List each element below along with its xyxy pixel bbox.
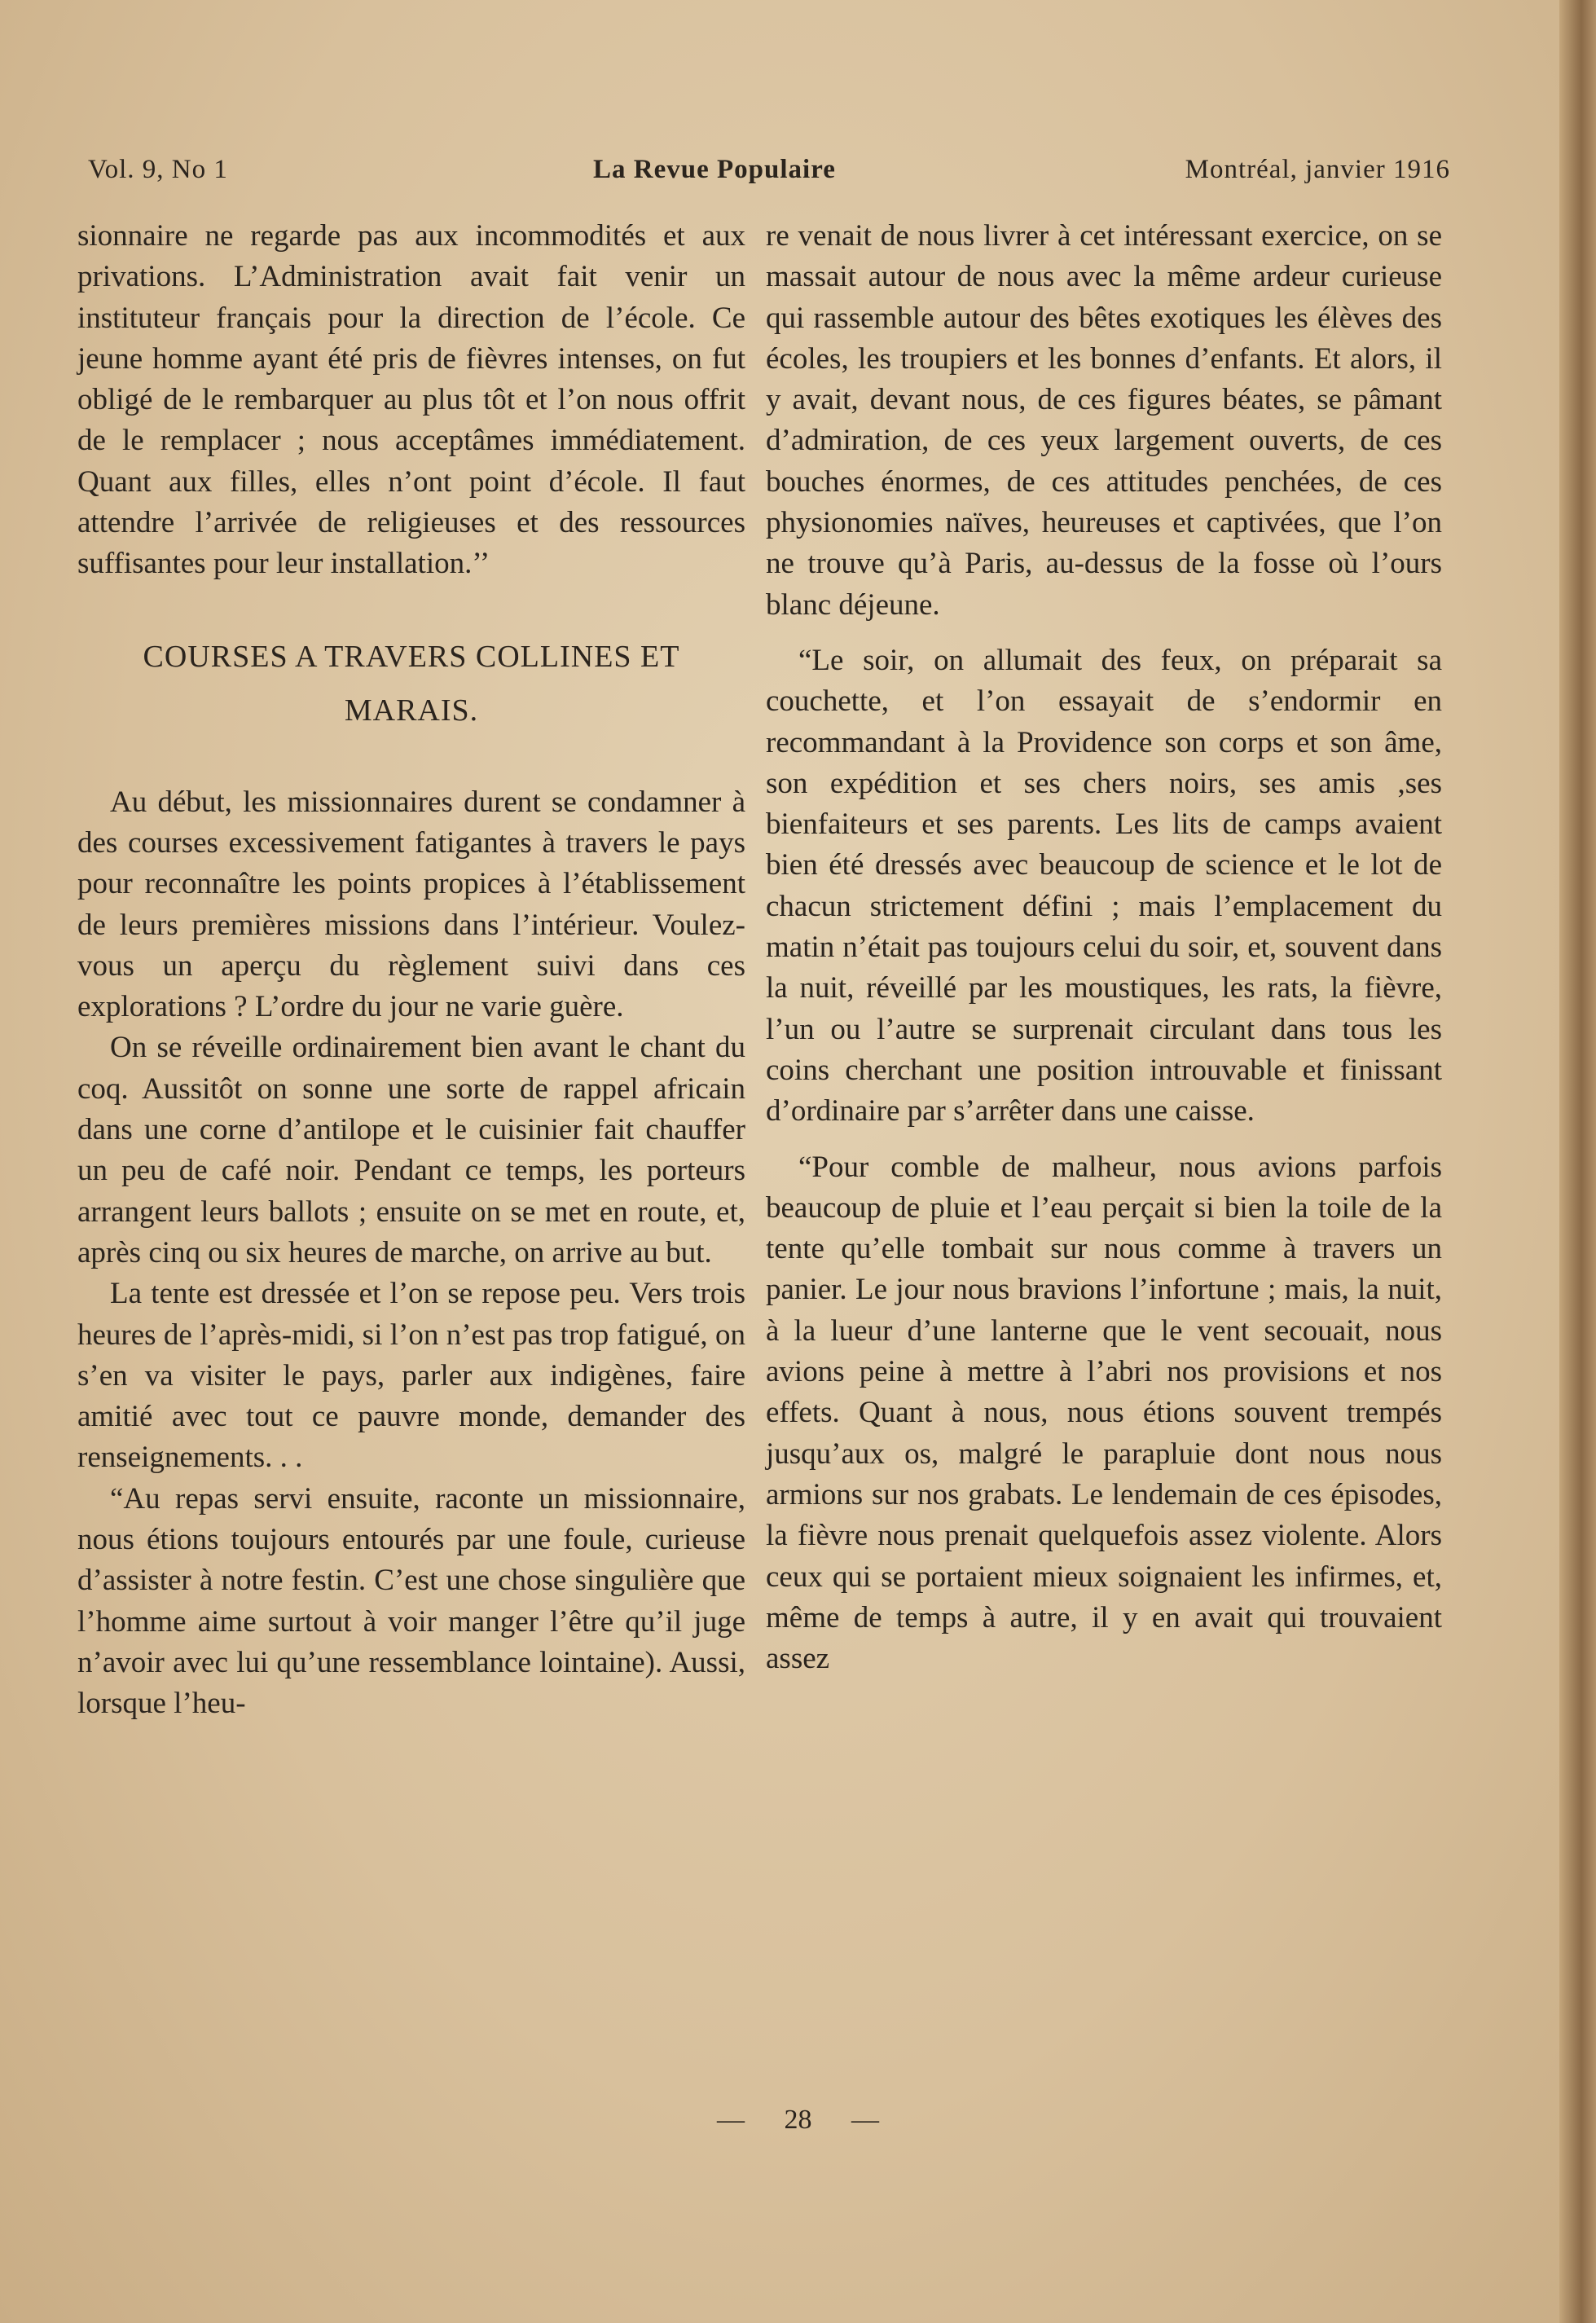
page-number: 28 — [784, 2105, 812, 2135]
paragraph: “Pour comble de malheur, nous avions parfois beaucoup de pluie et l’eau perçait si bien la toile de la tente qu’elle tombait sur nous comme à travers un panier. Le jour nous bravions l’infortune ; mais, la nuit, à la lueur d’une lanterne que le vent secouait, nous avions peine à mettre à l’abri nos provisions et nos effets. Quant à nous, nous étions souvent trempés jusqu’aux os, malgré le parapluie dont nous nous armions sur nos grabats. Le lendemain de ces épisodes, la fièvre nous prenait quelquefois assez violente. Alors ceux qui se portaient mieux soignaient les infirmes, et, même de temps à autre, il y en avait qui trouvaient assez — [766, 1150, 1442, 1676]
page-header — [88, 155, 1450, 197]
paragraph: “Le soir, on allumait des feux, on préparait sa couchette, et l’on essayait de s’endormir en recommandant à la Providence son corps et son âme, son expédition et ses chers noirs, ses amis ,ses bienfaiteurs et ses parents. Les lits de camps avaient bien été dressés avec beaucoup de science et le lot de chacun strictement défini ; mais l’emplacement du matin n’était pas toujours celui du soir, et, souvent dans la nuit, réveillé par les moustiques, les rats, la fièvre, l’un ou l’autre se surprenait circulant dans tous les coins cherchant une position introuvable et finissant d’ordinaire par s’arrêter dans une caisse. — [766, 643, 1442, 1129]
publication-title: La Revue Populaire — [593, 155, 836, 184]
paragraph: Au début, les missionnaires durent se condamner à des courses excessivement fatigantes à travers le pays pour reconnaître les points propices à l’établissement de leurs premières missions dans l’intérieur. Voulez-vous un aperçu du règlement suivi dans ces explorations ? L’ordre du jour ne varie guère. — [77, 785, 745, 1024]
paragraph: On se réveille ordinairement bien avant le chant du coq. Aussitôt on sonne une sorte de rappel africain dans une corne d’antilope et le cuisinier fait chauffer un peu de café noir. Pendant ce temps, les porteurs arrangent leurs ballots ; ensuite on se met en route, et, après cinq ou six heures de marche, on arrive au but. — [77, 1031, 745, 1269]
paragraph: “Au repas servi ensuite, raconte un missionnaire, nous étions toujours entourés par une foule, curieuse d’assister à notre festin. C’est une chose singulière que l’homme aime surtout à voir manger l’être qu’il juge n’avoir avec lui qu’une ressemblance lointaine). Aussi, lorsque l’heu- — [77, 1481, 745, 1721]
paragraph: sionnaire ne regarde pas aux incommodités et aux privations. L’Administration avait fait venir un instituteur français pour la direction de l’école. Ce jeune homme ayant été pris de fièvres intenses, on fut obligé de le rembarquer au plus tôt et l’on nous offrit de le remplacer ; nous acceptâmes immédiatement. Quant aux filles, elles n’ont point d’école. Il faut attendre l’arrivée de religieuses et des ressources suffisantes pour leur installation.’’ — [77, 219, 745, 581]
page-footer — [0, 2105, 1596, 2136]
paragraph: re venait de nous livrer à cet intéressant exercice, on se massait autour de nous avec la même ardeur curieuse qui rassemble autour des bêtes exotiques les élèves des écoles, les troupiers et les bonnes d’enfants. Et alors, il y avait, devant nous, de ces figures béates, se pâmant d’admiration, de ces yeux largement ouverts, de ces bouches énormes, de ces attitudes penchées, de ces physionomies naïves, heureuses et captivées, que l’on ne trouve qu’à Paris, au-dessus de la fosse où l’ours blanc déjeune. — [766, 219, 1442, 622]
footer-dash-left: — — [717, 2105, 745, 2135]
page-edge — [1559, 0, 1596, 2323]
left-column — [77, 216, 745, 1725]
footer-dash-right: — — [851, 2105, 879, 2135]
section-title: COURSES A TRAVERS COLLINES ET MARAIS. — [143, 639, 680, 728]
volume-number: Vol. 9, No 1 — [88, 155, 228, 184]
right-column — [766, 216, 1442, 1679]
publication-date: Montréal, janvier 1916 — [1185, 155, 1450, 184]
paragraph: La tente est dressée et l’on se repose peu. Vers trois heures de l’après-midi, si l’on n’est pas trop fatigué, on s’en va visiter le pays, parler aux indigènes, faire amitié avec tout ce pauvre monde, demander des renseignements. . . — [77, 1277, 745, 1475]
